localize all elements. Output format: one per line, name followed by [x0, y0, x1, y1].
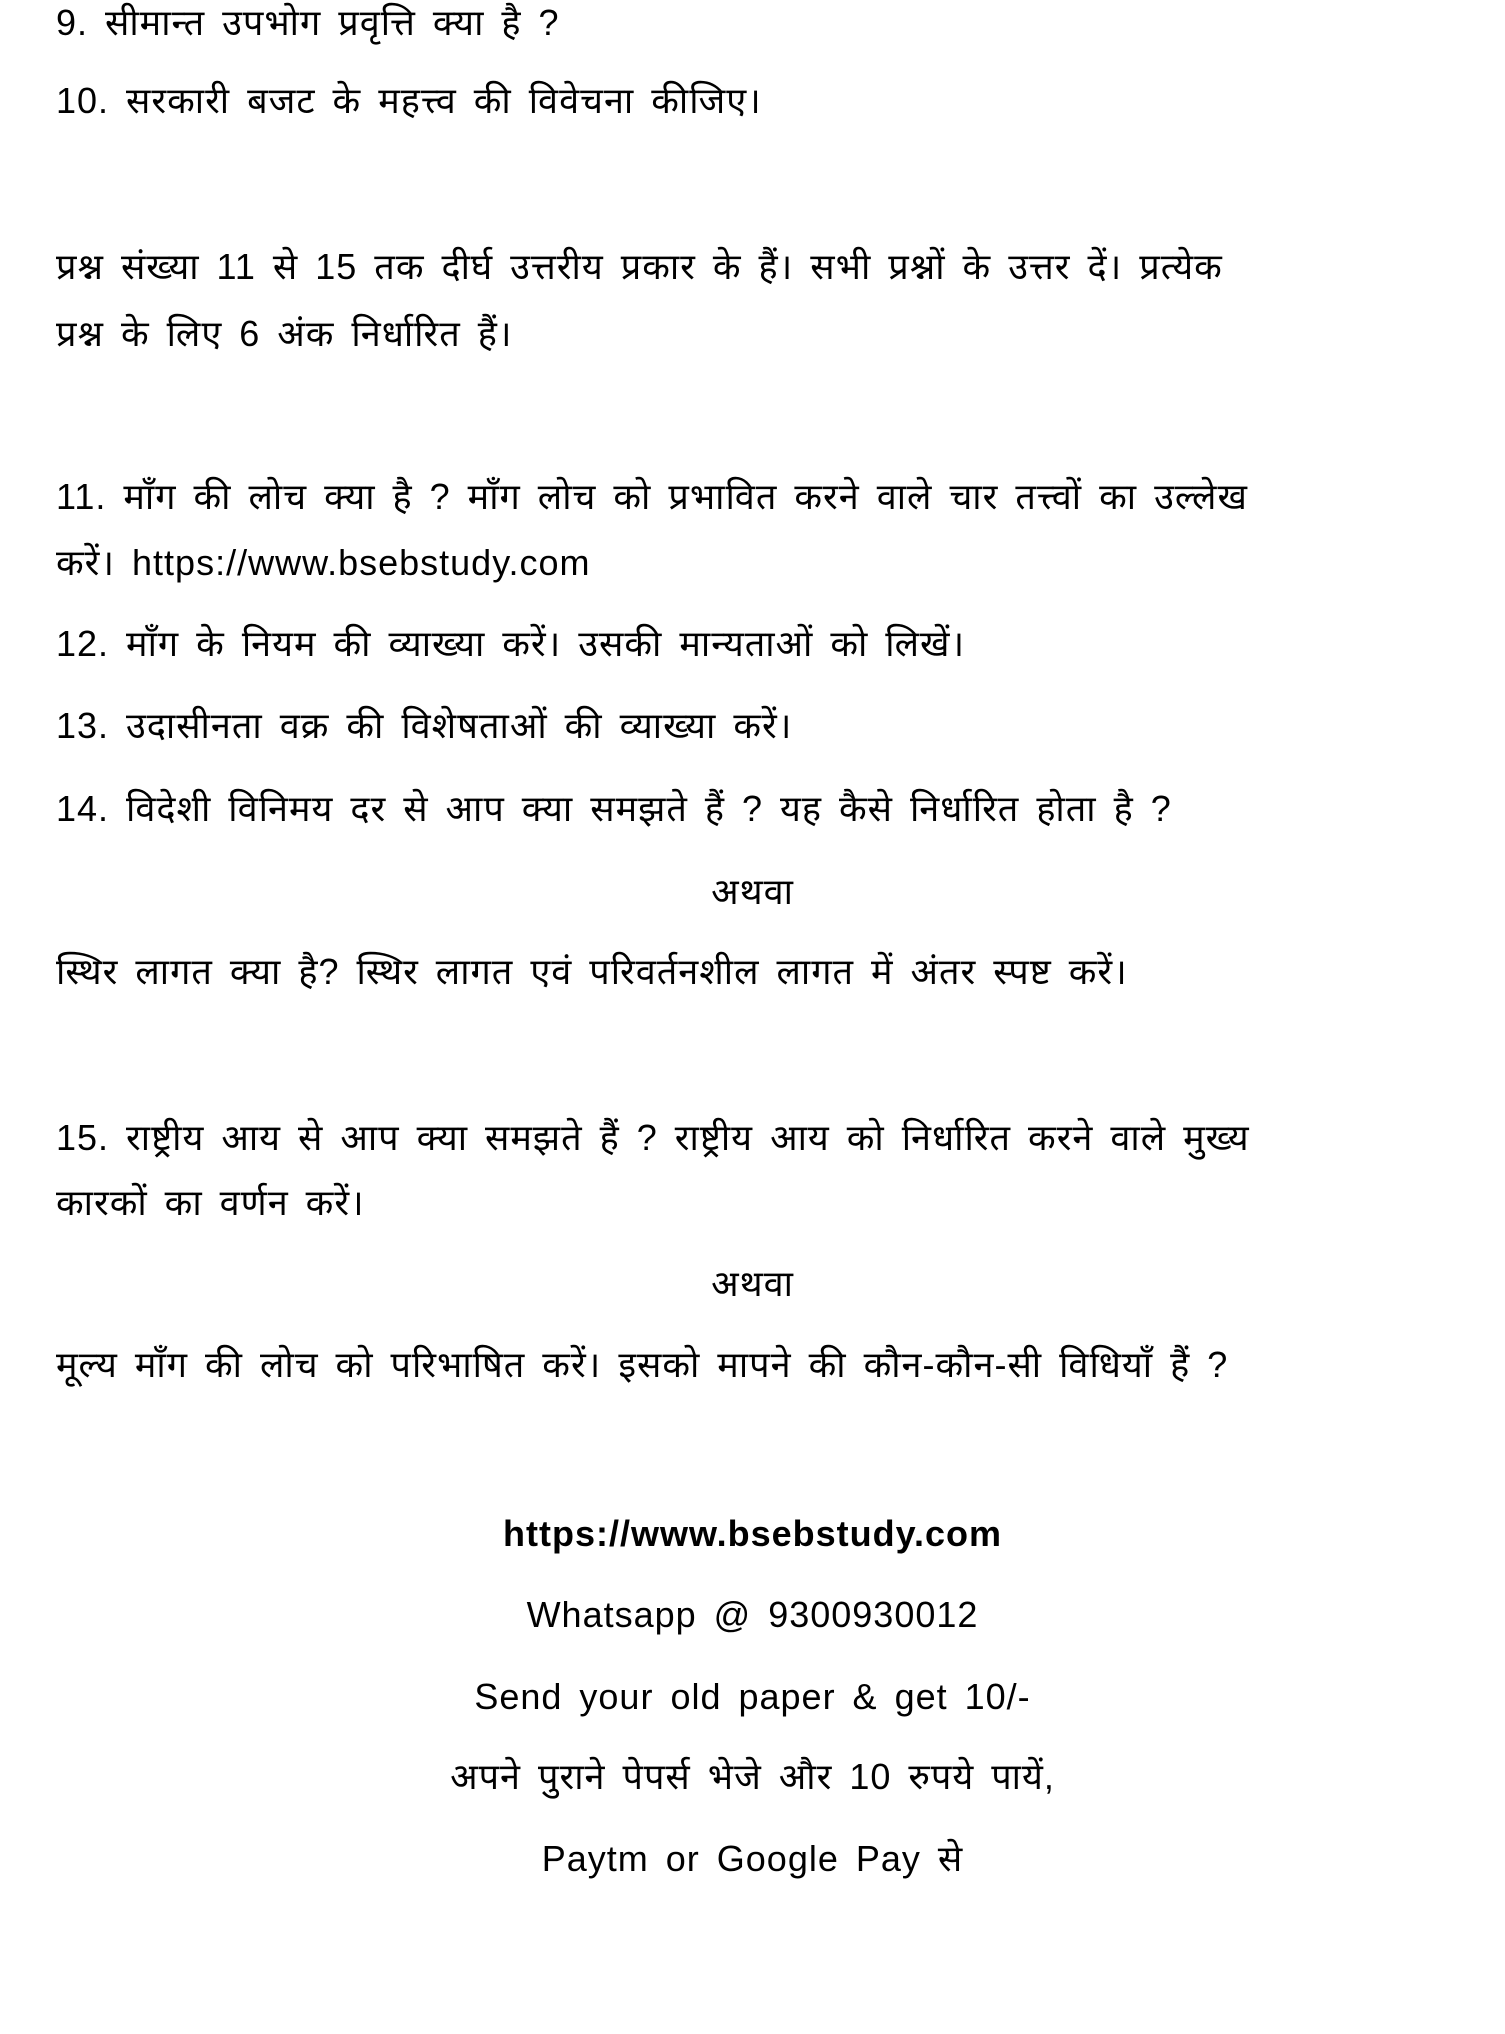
question-15-alternative: मूल्य माँग की लोच को परिभाषित करें। इसको मापने की कौन-कौन-सी विधियाँ हैं ?	[56, 1344, 1229, 1385]
or-label: अथवा	[711, 871, 794, 912]
footer-payment: Paytm or Google Pay से	[541, 1838, 964, 1879]
or-label: अथवा	[711, 1263, 794, 1304]
question-14-alternative: स्थिर लागत क्या है? स्थिर लागत एवं परिवर्तनशील लागत में अंतर स्पष्ट करें।	[56, 951, 1128, 992]
footer-offer-hindi: अपने पुराने पेपर्स भेजे और 10 रुपये पायें,	[450, 1756, 1055, 1797]
question-15-line-1: 15. राष्ट्रीय आय से आप क्या समझते हैं ? राष्ट्रीय आय को निर्धारित करने वाले मुख्य	[56, 1117, 1250, 1158]
instruction-line-1: प्रश्न संख्या 11 से 15 तक दीर्घ उत्तरीय प्रकार के हैं। सभी प्रश्नों के उत्तर दें। प्रत्येक	[56, 246, 1223, 287]
footer-whatsapp: Whatsapp @ 9300930012	[526, 1594, 979, 1635]
question-9: 9. सीमान्त उपभोग प्रवृत्ति क्या है ?	[56, 2, 560, 43]
question-14: 14. विदेशी विनिमय दर से आप क्या समझते हैं ? यह कैसे निर्धारित होता है ?	[56, 788, 1172, 829]
question-12: 12. माँग के नियम की व्याख्या करें। उसकी मान्यताओं को लिखें।	[56, 623, 966, 664]
question-11-line-2: करें। https://www.bsebstudy.com	[56, 542, 591, 583]
instruction-line-2: प्रश्न के लिए 6 अंक निर्धारित हैं।	[56, 313, 513, 354]
question-13: 13. उदासीनता वक्र की विशेषताओं की व्याख्या करें।	[56, 705, 793, 746]
footer-url-link[interactable]: https://www.bsebstudy.com	[502, 1513, 1003, 1554]
question-11-line-1: 11. माँग की लोच क्या है ? माँग लोच को प्रभावित करने वाले चार तत्त्वों का उल्लेख	[56, 476, 1248, 517]
question-15-line-2: कारकों का वर्णन करें।	[56, 1182, 365, 1223]
question-10: 10. सरकारी बजट के महत्त्व की विवेचना कीजिए।	[56, 80, 762, 121]
footer-offer-english: Send your old paper & get 10/-	[474, 1676, 1031, 1717]
